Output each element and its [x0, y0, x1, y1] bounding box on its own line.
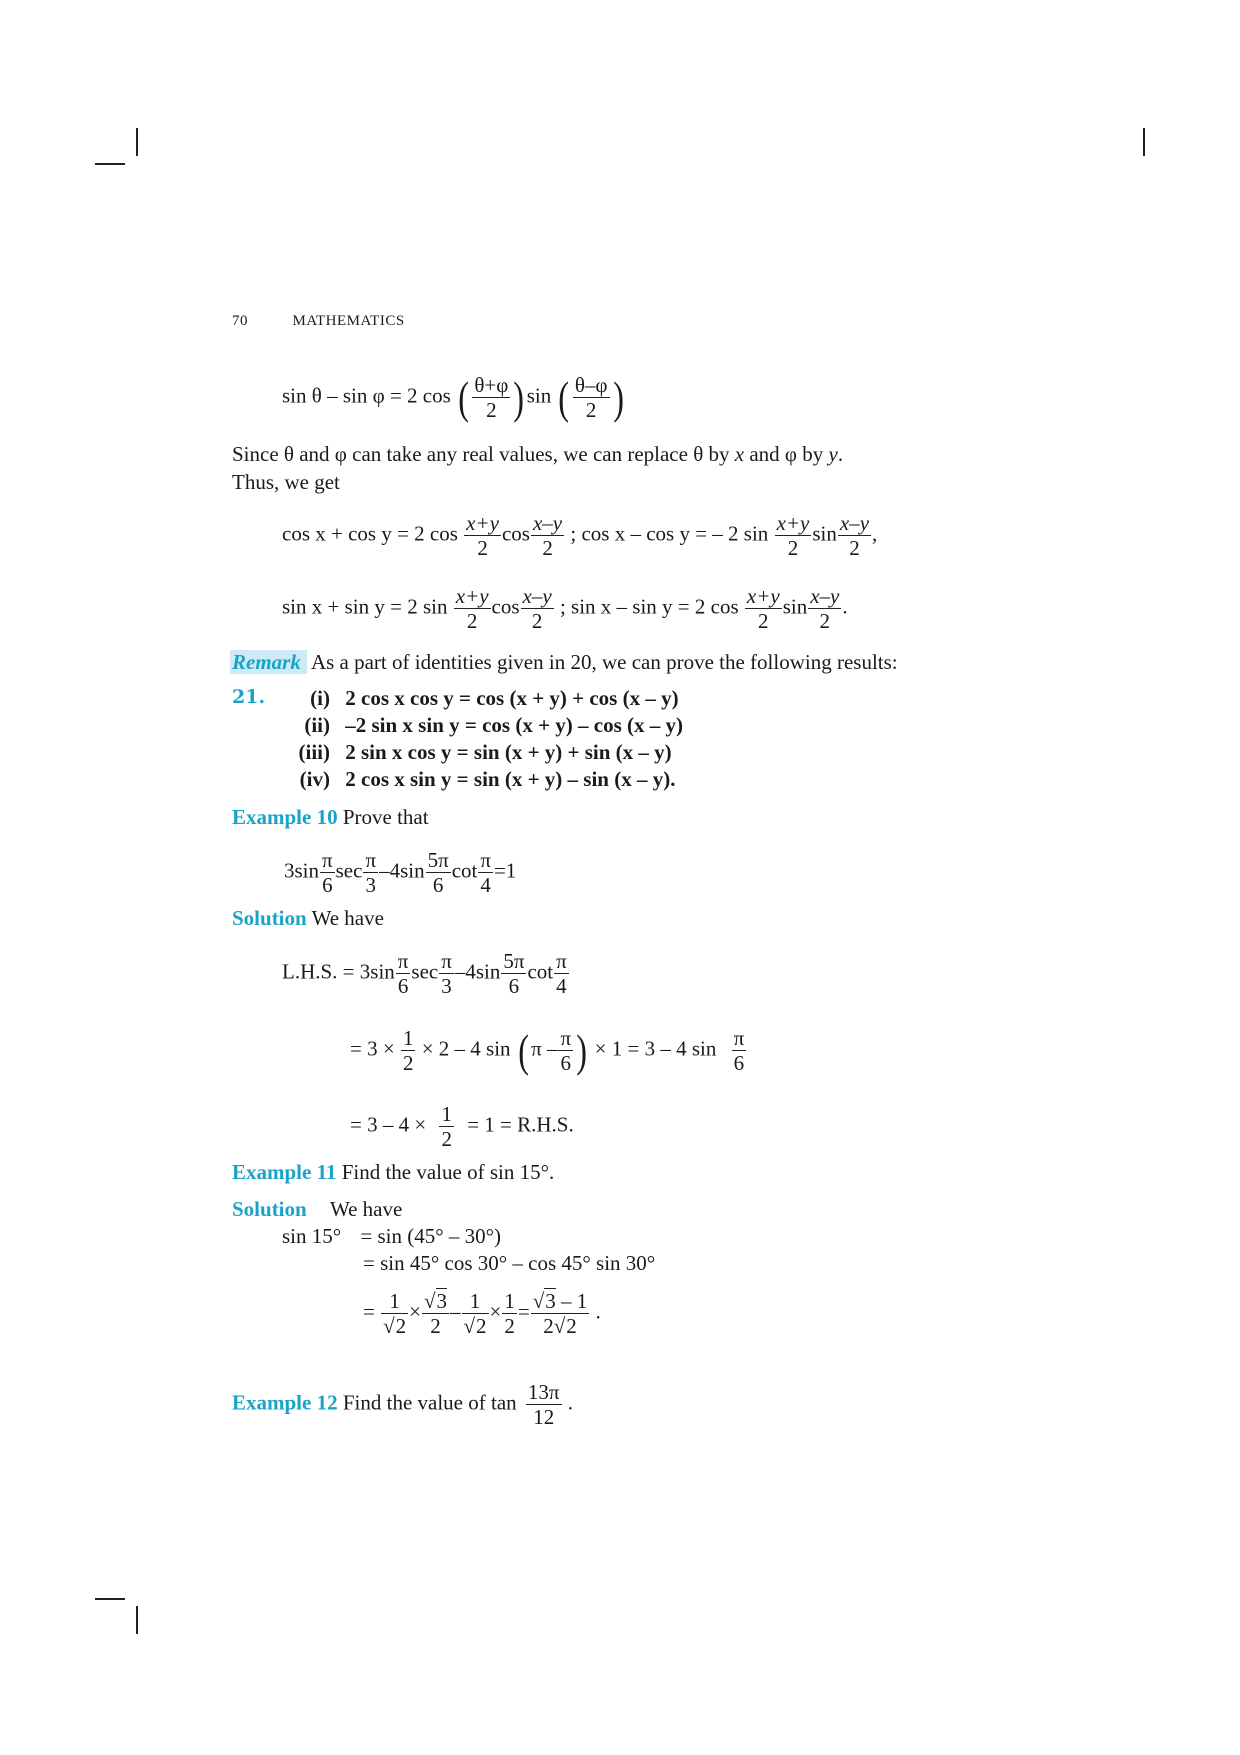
- numerator: θ–φ: [574, 373, 608, 397]
- punct: .: [842, 594, 848, 619]
- punct: ,: [872, 521, 878, 546]
- term: –4sin: [379, 858, 425, 883]
- term: sec: [335, 858, 363, 883]
- term: cot: [451, 858, 478, 883]
- fraction: [422, 1289, 449, 1338]
- denominator: 2: [787, 536, 799, 561]
- term: π –: [531, 1036, 558, 1061]
- fraction: [426, 848, 451, 897]
- paren-close: ): [576, 1024, 588, 1076]
- fraction: [396, 949, 411, 998]
- crop-mark-bottom-left-h: [95, 1598, 125, 1600]
- crop-mark-top-right-v: [1143, 128, 1145, 156]
- function-name: cos: [501, 521, 530, 546]
- numerator: x–y: [532, 511, 563, 535]
- numerator: x+y: [455, 584, 489, 608]
- fraction: [439, 949, 454, 998]
- denominator: 2: [504, 1314, 515, 1339]
- denominator: 6: [397, 974, 409, 999]
- term: =: [517, 1299, 530, 1324]
- term: –4sin: [454, 959, 501, 984]
- term: 3sin: [359, 959, 395, 984]
- fraction: [838, 511, 871, 560]
- numerator: x–y: [839, 511, 870, 535]
- page-number: 70: [232, 313, 248, 329]
- term: sec: [411, 959, 439, 984]
- numerator: 1: [402, 1026, 414, 1050]
- formula-mid: ; cos x – cos y = – 2 sin: [570, 521, 769, 546]
- fraction: [439, 1102, 454, 1151]
- punct: .: [567, 1390, 573, 1415]
- formula-row-cos: [282, 511, 877, 560]
- numerator: π: [322, 848, 333, 872]
- term: sin 15°: [282, 1224, 342, 1248]
- formula-row-sin: [282, 584, 848, 633]
- fraction: [531, 1289, 590, 1338]
- radicand: 2: [566, 1314, 577, 1339]
- solution-label: Solution: [232, 1197, 307, 1221]
- denominator: 12: [533, 1405, 555, 1430]
- denominator: 2: [585, 398, 597, 423]
- solution-text: We have: [329, 1197, 403, 1221]
- paren-close: ): [513, 371, 525, 423]
- numerator: √3 – 1: [532, 1289, 588, 1313]
- fraction: [472, 373, 510, 422]
- solution-label: Solution: [232, 906, 307, 930]
- radicand: 3: [545, 1289, 556, 1313]
- running-title: MATHEMATICS: [292, 313, 405, 329]
- var-x: x: [734, 442, 745, 466]
- remark-text: As a part of identities given in 20, we can prove the following results:: [310, 650, 898, 674]
- numerator: x+y: [776, 511, 810, 535]
- fraction: [501, 949, 526, 998]
- example-label: Example 11: [232, 1160, 337, 1184]
- paragraph-thus: Thus, we get: [232, 470, 340, 494]
- function-name: sin: [812, 521, 837, 546]
- term: L.H.S. =: [282, 959, 355, 984]
- numerator: 1: [381, 1289, 408, 1314]
- example-text: Find the value of tan: [342, 1390, 517, 1415]
- identity-number: 21.: [232, 686, 266, 708]
- formula-mid: ; sin x – sin y = 2 cos: [559, 594, 739, 619]
- fraction: [808, 584, 841, 633]
- denominator: 6: [733, 1051, 745, 1076]
- fraction: [320, 848, 335, 897]
- var-y: y: [828, 442, 838, 466]
- fraction: [775, 511, 812, 560]
- term: cot: [527, 959, 554, 984]
- term: × 2 – 4 sin: [421, 1036, 511, 1061]
- example-text: Prove that: [342, 805, 429, 829]
- term: 2: [543, 1314, 554, 1339]
- example-label: Example 10: [232, 805, 338, 829]
- denominator: 2: [402, 1051, 414, 1076]
- term: = 3 – 4 ×: [350, 1112, 427, 1137]
- example-11-heading: [232, 1160, 554, 1185]
- solution-11-line-1: [282, 1224, 501, 1249]
- remark-line: [230, 650, 898, 675]
- fraction: [526, 1380, 562, 1429]
- denominator: √2: [463, 1314, 487, 1339]
- denominator: √2: [383, 1314, 407, 1339]
- denominator: 2: [441, 1127, 452, 1152]
- denominator: 2: [486, 398, 497, 423]
- identity-label: (iii): [298, 740, 330, 764]
- numerator: π: [556, 949, 567, 973]
- denominator: 2: [430, 1314, 441, 1339]
- remark-label: Remark: [230, 650, 307, 674]
- term: ×: [489, 1299, 502, 1324]
- fraction: [478, 848, 493, 897]
- numerator: x+y: [746, 584, 780, 608]
- example-text: Find the value of sin 15°.: [341, 1160, 555, 1184]
- term: = sin (45° – 30°): [360, 1224, 502, 1248]
- numerator: θ+φ: [474, 373, 509, 397]
- denominator: 4: [556, 974, 567, 999]
- numerator: π: [480, 848, 491, 872]
- denominator: 6: [508, 974, 520, 999]
- example-12-heading: [232, 1380, 573, 1429]
- denominator: 3: [365, 873, 376, 898]
- denominator: 3: [441, 974, 452, 999]
- term: = 1 = R.H.S.: [467, 1112, 574, 1137]
- fraction: [464, 511, 501, 560]
- solution-11-line-2: = sin 45° cos 30° – cos 45° sin 30°: [363, 1251, 656, 1275]
- solution-10-line-1: [282, 949, 570, 998]
- fraction: [745, 584, 782, 633]
- term: × 1 = 3 – 4 sin: [594, 1036, 717, 1061]
- punct: .: [595, 1299, 601, 1324]
- denominator: 2: [849, 536, 860, 561]
- numerator: π: [560, 1026, 572, 1050]
- function-name: sin: [782, 594, 808, 619]
- identity-item: [276, 767, 675, 792]
- denominator: 2√2: [543, 1314, 577, 1339]
- term: ×: [409, 1299, 421, 1324]
- identity-item: [276, 740, 672, 765]
- numerator: x–y: [522, 584, 552, 608]
- denominator: 6: [322, 873, 333, 898]
- term: =1: [493, 858, 517, 883]
- solution-10-line-3: [350, 1102, 574, 1151]
- denominator: 2: [758, 609, 769, 634]
- text: and φ by: [744, 442, 829, 466]
- identity-text: 2 sin x cos y = sin (x + y) + sin (x – y): [345, 740, 672, 764]
- identity-label: (ii): [304, 713, 330, 737]
- denominator: 6: [432, 873, 444, 898]
- numerator: x+y: [466, 511, 499, 535]
- denominator: 2: [531, 609, 543, 634]
- numerator: π: [365, 848, 377, 872]
- identity-text: –2 sin x sin y = cos (x + y) – cos (x – y): [345, 713, 684, 737]
- solution-11-line-3: [363, 1289, 601, 1338]
- page-header: [232, 313, 405, 330]
- radicand: 2: [395, 1314, 407, 1339]
- function-name: sin: [526, 383, 552, 408]
- text: .: [837, 442, 844, 466]
- denominator: 2: [477, 536, 488, 561]
- fraction: [401, 1026, 416, 1075]
- eq-lhs: sin θ – sin φ = 2 cos: [282, 383, 451, 408]
- fraction: [558, 1026, 573, 1075]
- crop-mark-top-left-h: [95, 163, 125, 165]
- numerator: 5π: [427, 848, 449, 872]
- fraction: [462, 1289, 489, 1338]
- identity-item: [276, 713, 683, 738]
- solution-10-line-2: [350, 1026, 747, 1075]
- identity-label: (i): [310, 686, 330, 710]
- numerator: 1: [441, 1102, 452, 1126]
- formula-lhs: cos x + cos y = 2 cos: [282, 521, 458, 546]
- term: – 1: [555, 1289, 588, 1313]
- fraction: [573, 373, 610, 422]
- identity-label: (iv): [299, 767, 330, 791]
- solution-11-heading: [232, 1197, 402, 1222]
- fraction: [554, 949, 569, 998]
- numerator: π: [441, 949, 452, 973]
- numerator: 1: [504, 1289, 515, 1313]
- solution-text: We have: [311, 906, 384, 930]
- identity-text: 2 cos x cos y = cos (x + y) + cos (x – y): [345, 686, 679, 710]
- numerator: 1: [462, 1289, 489, 1314]
- numerator: π: [733, 1026, 745, 1050]
- function-name: cos: [491, 594, 520, 619]
- text: Since θ and φ can take any real values, we can replace θ by: [232, 442, 735, 466]
- identity-item: [276, 686, 679, 711]
- formula-lhs: sin x + sin y = 2 sin: [282, 594, 448, 619]
- fraction: [381, 1289, 408, 1338]
- fraction: [454, 584, 491, 633]
- denominator: 2: [542, 536, 553, 561]
- fraction: [531, 511, 564, 560]
- numerator: 5π: [503, 949, 525, 973]
- crop-mark-top-left-v: [136, 128, 138, 156]
- identity-text: 2 cos x sin y = sin (x + y) – sin (x – y).: [345, 767, 676, 791]
- denominator: 4: [480, 873, 491, 898]
- numerator: π: [397, 949, 409, 973]
- paren-close: ): [612, 371, 624, 423]
- fraction: [521, 584, 554, 633]
- denominator: 2: [466, 609, 478, 634]
- paren-open: (: [518, 1024, 529, 1076]
- term: –: [450, 1299, 461, 1324]
- paren-open: (: [458, 371, 470, 423]
- numerator: x–y: [810, 584, 840, 608]
- term: =: [363, 1299, 375, 1324]
- paren-open: (: [558, 371, 570, 423]
- radicand: 3: [436, 1289, 447, 1313]
- term: = 3 ×: [350, 1036, 395, 1061]
- numerator: 13π: [527, 1380, 560, 1404]
- denominator: 6: [560, 1051, 572, 1076]
- fraction: [363, 848, 378, 897]
- crop-mark-bottom-left-v: [136, 1606, 138, 1634]
- example-10-equation: [284, 848, 516, 897]
- solution-10-heading: [232, 906, 384, 931]
- radicand: 2: [476, 1314, 487, 1339]
- example-10-heading: [232, 805, 429, 830]
- paragraph-replace: [232, 442, 843, 467]
- example-label: Example 12: [232, 1390, 338, 1415]
- numerator: √3: [423, 1289, 447, 1313]
- fraction: [502, 1289, 517, 1338]
- denominator: 2: [819, 609, 831, 634]
- equation-sin-difference: [282, 373, 626, 422]
- term: 3sin: [284, 858, 320, 883]
- fraction: [732, 1026, 747, 1075]
